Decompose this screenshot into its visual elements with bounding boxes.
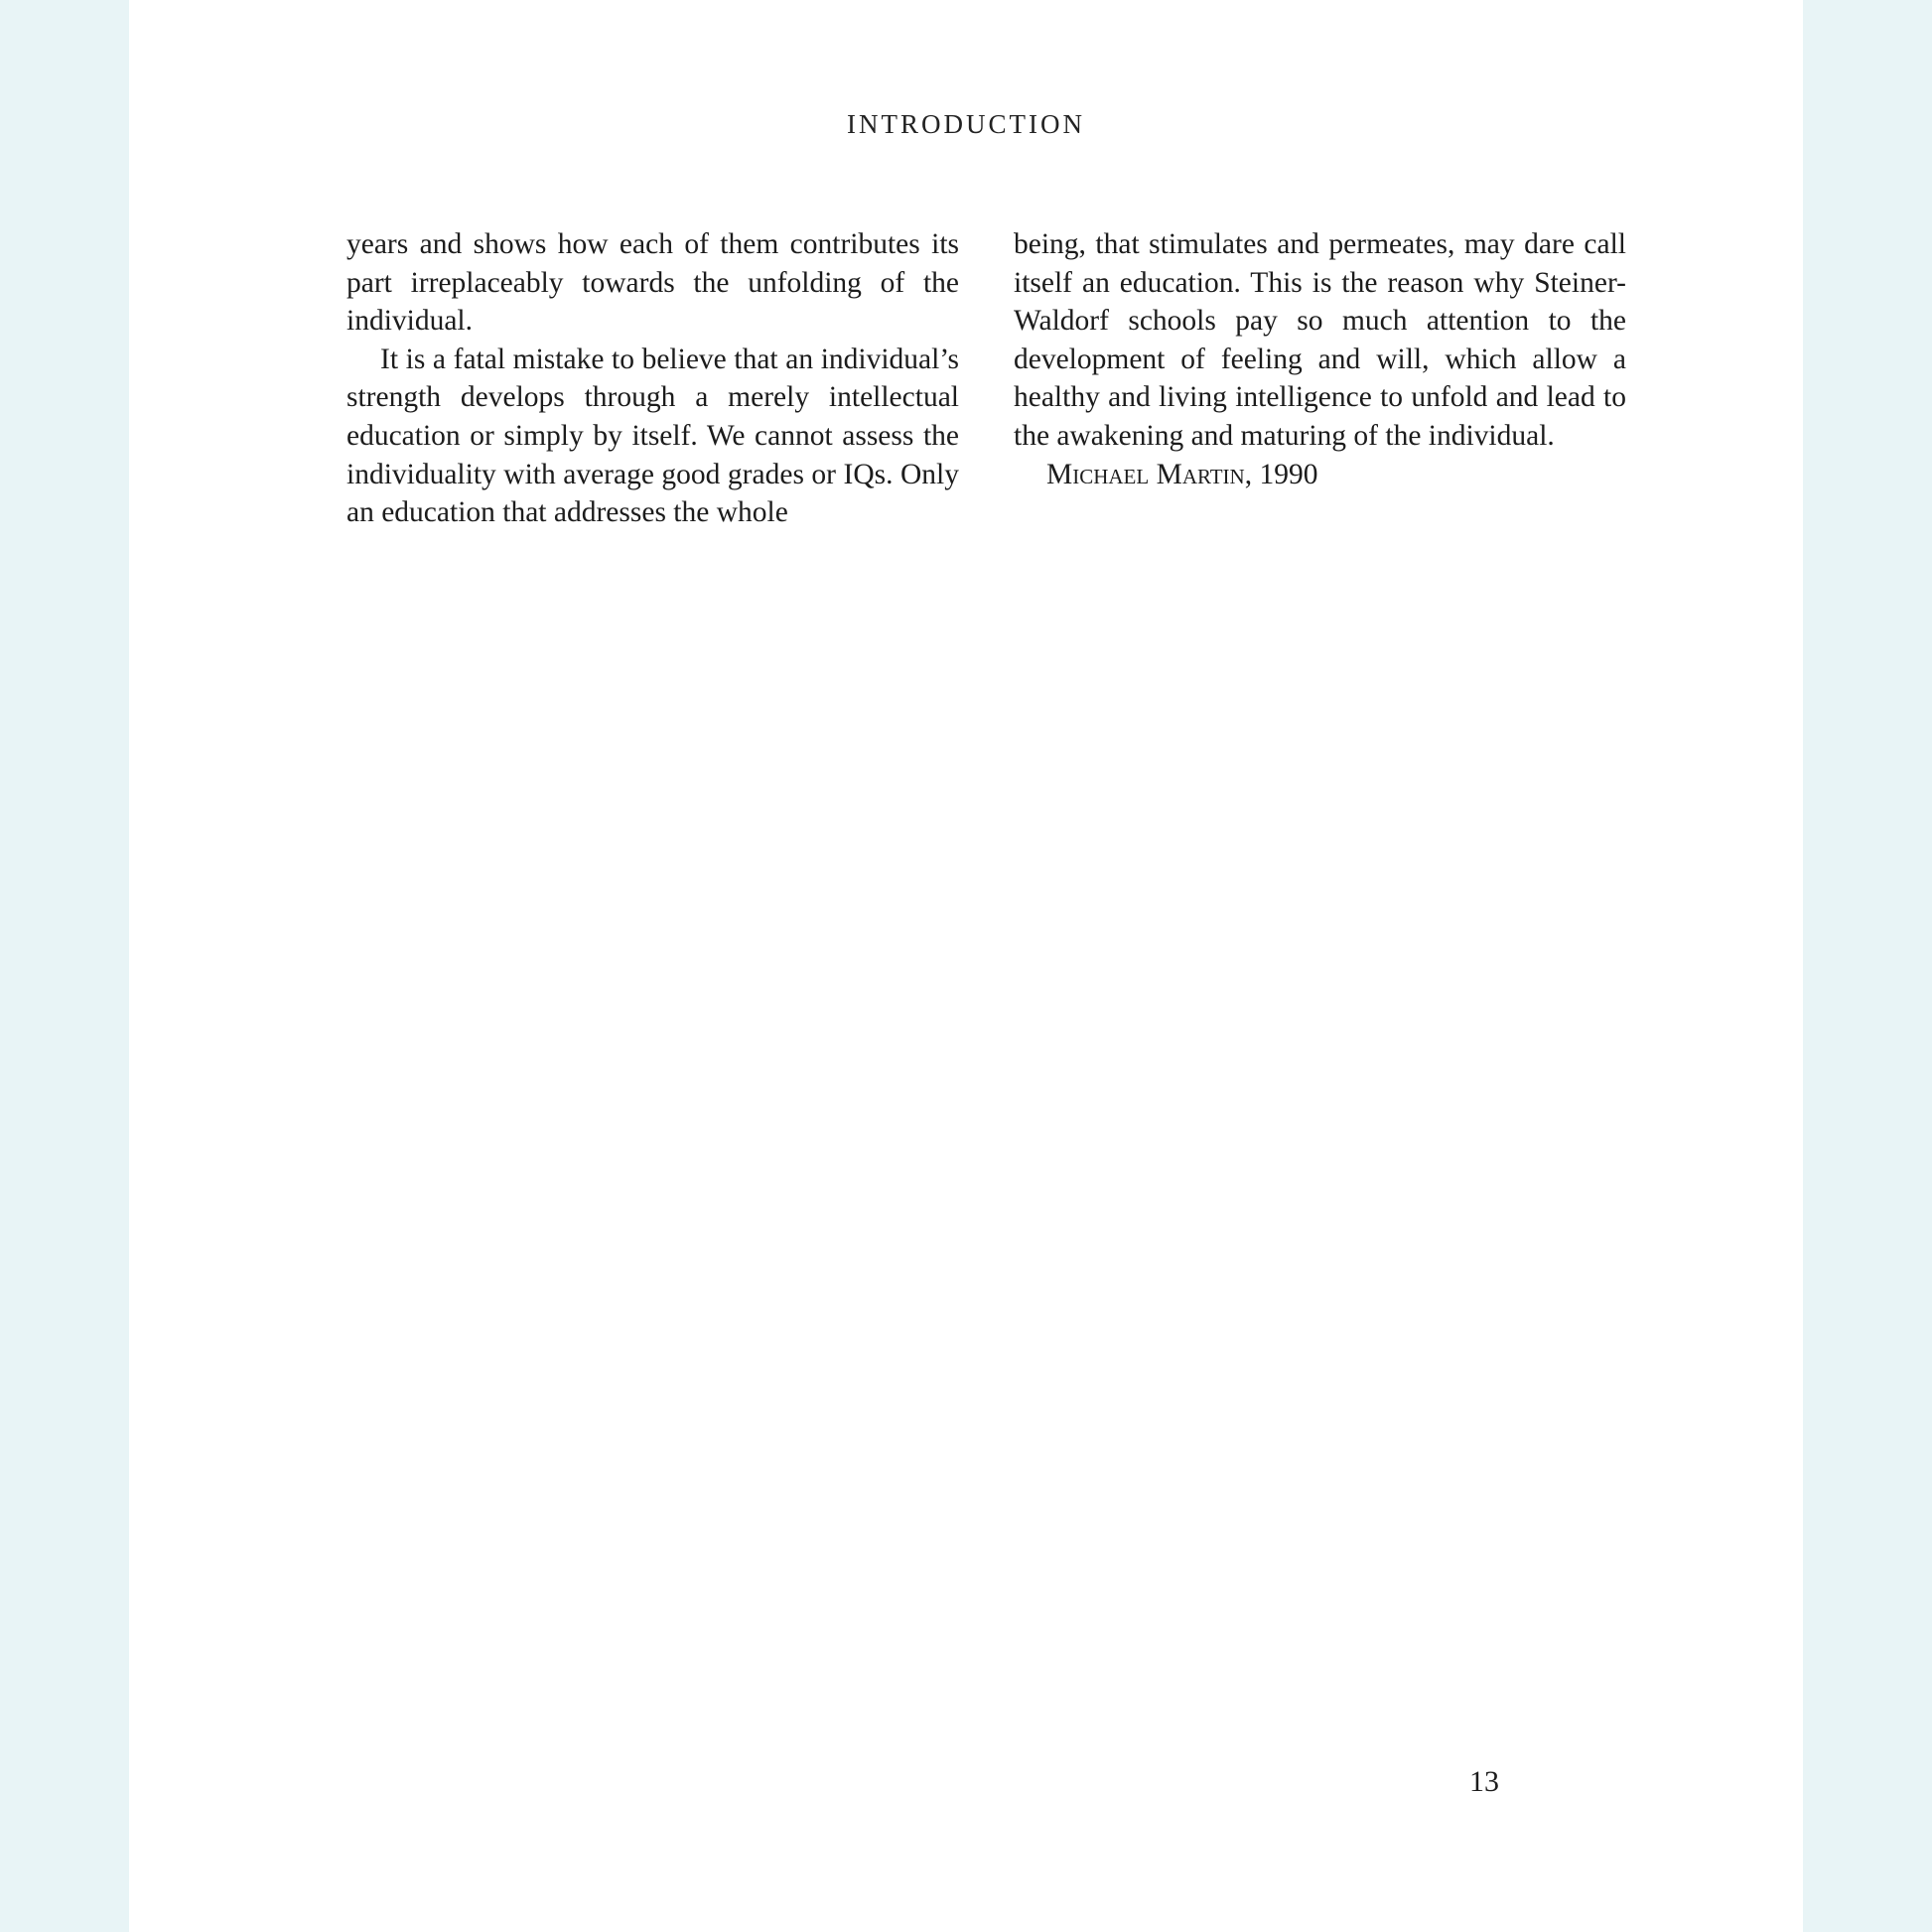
paragraph: being, that stimulates and permeates, may dare call itself an education. This is the reason why Steiner-Waldorf schools pay so much attention to the development of feeling and will, which allow a healthy and living intelligence to unfold and lead to the awakening and maturing of the individual. bbox=[1014, 228, 1626, 452]
paragraph: It is a fatal mistake to believe that an individual’s strength develops through a merely intellectual education or simply by itself. We cannot assess the individuality with average good grades or IQs. Only an education that addresses the whole bbox=[346, 343, 959, 529]
page-number: 13 bbox=[1469, 1765, 1499, 1798]
paragraph: years and shows how each of them contributes its part irreplaceably towards the unfolding of the individual. bbox=[346, 228, 959, 338]
running-head: INTRODUCTION bbox=[847, 109, 1085, 139]
book-page bbox=[129, 0, 1803, 1932]
author-signature: Michael Martin, 1990 bbox=[1046, 458, 1318, 490]
right-column bbox=[1014, 225, 1626, 493]
left-column bbox=[346, 225, 959, 532]
